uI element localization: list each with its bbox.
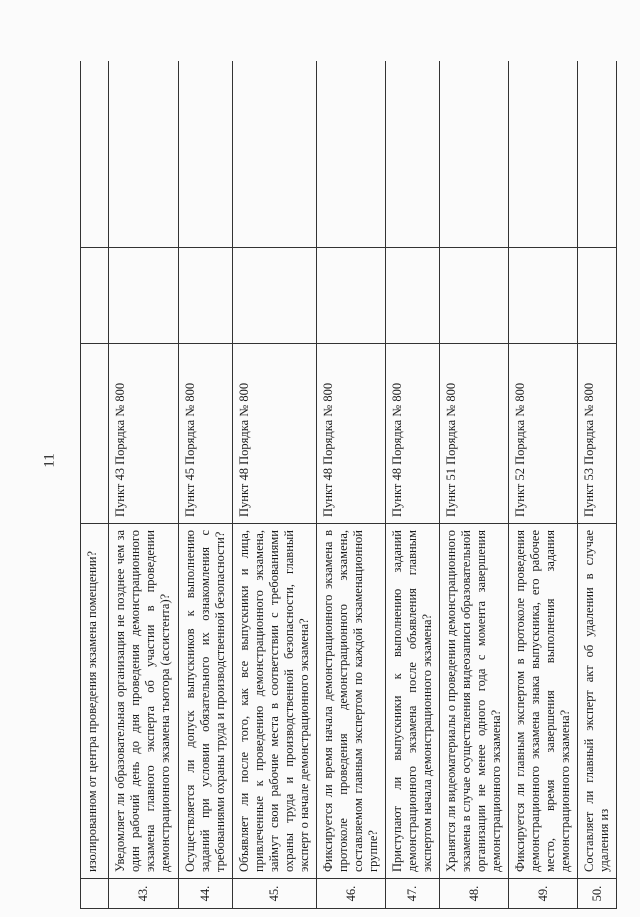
row-number: 46.	[317, 879, 386, 909]
row-number: 43.	[109, 879, 179, 909]
row-number: 45.	[233, 879, 317, 909]
table-row	[578, 61, 617, 909]
answer-cell	[386, 248, 440, 344]
question-text: Фиксируется ли время начала демонстрационного экзамена в протоколе проведения демонстрационного экзамена, составляемом главным экспертом по каждой экзаменационной группе?	[317, 524, 386, 879]
table-row	[109, 61, 179, 909]
table-row	[233, 61, 317, 909]
rotated-page	[80, 61, 640, 909]
page-number: 11	[41, 453, 58, 468]
row-number	[81, 879, 109, 909]
row-number: 49.	[509, 879, 578, 909]
question-text: Хранятся ли видеоматериалы о проведении демонстрационного экзамена в случае осуществления видеозаписи образовательной организации не менее одного года с момента завершения демонстрационного экзамена?	[440, 524, 509, 879]
checklist-table-container	[80, 61, 640, 909]
question-text: Приступают ли выпускники к выполнению заданий демонстрационного экзамена после объявления главным экспертом начала демонстрационного экзамена?	[386, 524, 440, 879]
legal-reference: Пункт 48 Порядка № 800	[233, 344, 317, 524]
legal-reference: Пункт 48 Порядка № 800	[317, 344, 386, 524]
answer-cell	[233, 248, 317, 344]
legal-reference: Пункт 45 Порядка № 800	[179, 344, 233, 524]
notes-cell	[109, 61, 179, 248]
answer-cell	[317, 248, 386, 344]
question-text: Фиксируется ли главным экспертом в протоколе проведения демонстрационного экзамена знака выпускника, его рабочее место, время завершения выполнения задания демонстрационного экзамена?	[509, 524, 578, 879]
answer-cell	[109, 248, 179, 344]
notes-cell	[578, 61, 617, 248]
question-text: Составляет ли главный эксперт акт об удалении в случае удаления из	[578, 524, 617, 879]
row-number: 44.	[179, 879, 233, 909]
notes-cell	[233, 61, 317, 248]
row-number: 48.	[440, 879, 509, 909]
notes-cell	[179, 61, 233, 248]
legal-reference: Пункт 52 Порядка № 800	[509, 344, 578, 524]
row-number: 47.	[386, 879, 440, 909]
table-row	[440, 61, 509, 909]
table-row	[81, 61, 109, 909]
checklist-table	[80, 61, 617, 909]
question-text: Уведомляет ли образовательная организация не позднее чем за один рабочий день до дня проведения демонстрационного экзамена главного эксперта об участии в проведении демонстрационного экзамена тьютора (ассистента)?	[109, 524, 179, 879]
question-text: изолированном от центра проведения экзамена помещении?	[81, 524, 109, 879]
legal-reference: Пункт 51 Порядка № 800	[440, 344, 509, 524]
answer-cell	[509, 248, 578, 344]
answer-cell	[578, 248, 617, 344]
table-row	[317, 61, 386, 909]
answer-cell	[81, 248, 109, 344]
table-row	[509, 61, 578, 909]
question-text: Объявляет ли после того, как все выпускники и лица, привлеченные к проведению демонстрационного экзамена, займут свои рабочие места в соответствии с требованиями охраны труда и производственной безопасности, главный эксперт о начале демонстрационного экзамена?	[233, 524, 317, 879]
answer-cell	[179, 248, 233, 344]
table-row	[179, 61, 233, 909]
row-number: 50.	[578, 879, 617, 909]
notes-cell	[386, 61, 440, 248]
legal-reference	[81, 344, 109, 524]
table-row	[386, 61, 440, 909]
legal-reference: Пункт 53 Порядка № 800	[578, 344, 617, 524]
legal-reference: Пункт 43 Порядка № 800	[109, 344, 179, 524]
notes-cell	[81, 61, 109, 248]
legal-reference: Пункт 48 Порядка № 800	[386, 344, 440, 524]
notes-cell	[317, 61, 386, 248]
notes-cell	[440, 61, 509, 248]
question-text: Осуществляется ли допуск выпускников к выполнению заданий при условии обязательного их ознакомления с требованиями охраны труда и производственной безопасности?	[179, 524, 233, 879]
answer-cell	[440, 248, 509, 344]
notes-cell	[509, 61, 578, 248]
